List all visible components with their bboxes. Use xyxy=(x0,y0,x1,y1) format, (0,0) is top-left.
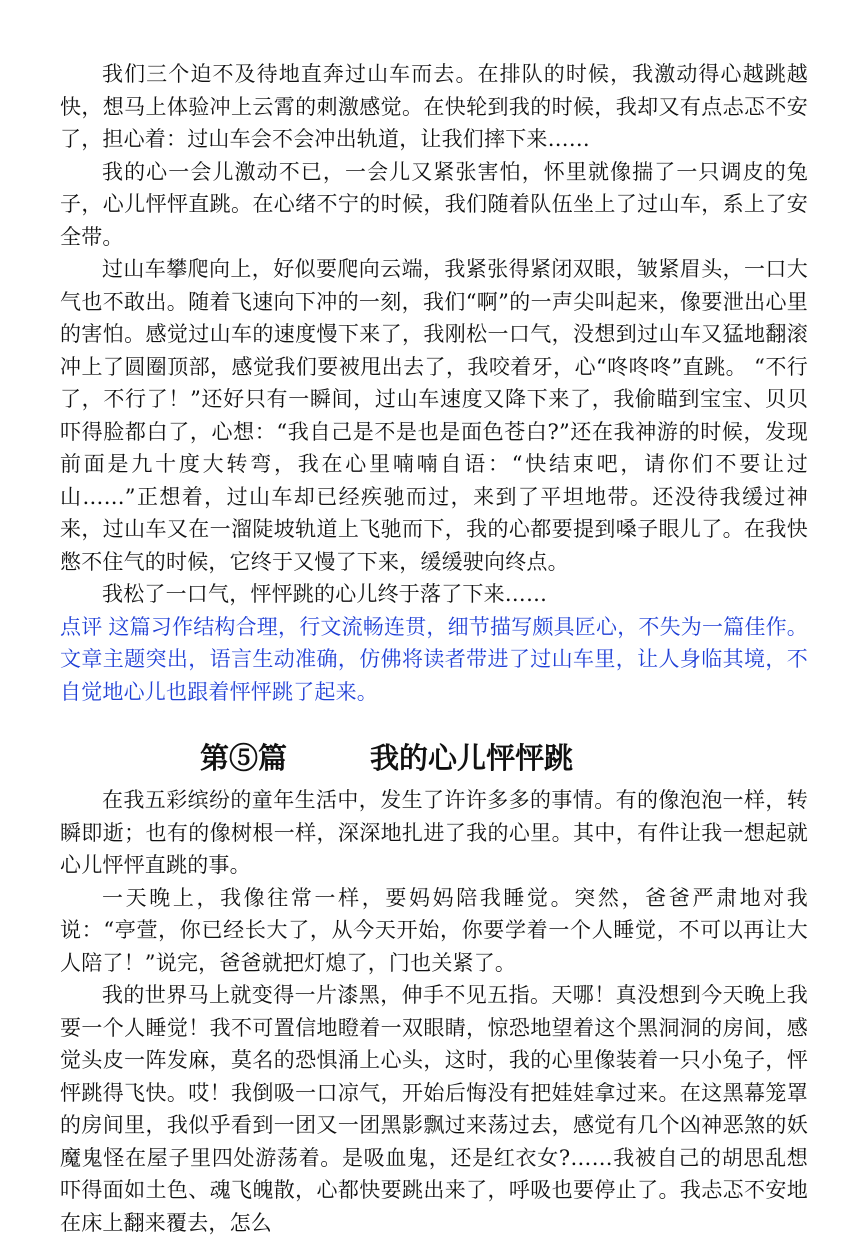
article-number: 第⑤篇 xyxy=(200,741,288,775)
paragraph: 过山车攀爬向上，好似要爬向云端，我紧张得紧闭双眼，皱紧眉头，一口大气也不敢出。随着飞速向下冲的一刻，我们“啊”的一声尖叫起来，像要泄出心里的害怕。感觉过山车的速度慢下来了，我刚松一口气，没想到过山车又猛地翻滚冲上了圆圈顶部，感觉我们要被甩出去了，我咬着牙，心“咚咚咚”直跳。 “不行了，不行了！”还好只有一瞬间，过山车速度又降下来了，我偷瞄到宝宝、贝贝吓得脸都白了，心想：“我自己是不是也是面色苍白?”还在我神游的时候，发现前面是九十度大转弯，我在心里喃喃自语：“快结束吧，请你们不要让过山……”正想着，过山车却已经疾驰而过，来到了平坦地带。还没待我缓过神来，过山车又在一溜陡坡轨道上飞驰而下，我的心都要提到嗓子眼儿了。在我快憋不住气的时候，它终于又慢了下来，缓缓驶向终点。 xyxy=(60,257,808,574)
review-comment-text: 这篇习作结构合理，行文流畅连贯，细节描写颇具匠心，不失为一篇佳作。文章主题突出，语言生动准确，仿佛将读者带进了过山车里，让人身临其境，不自觉地心儿也跟着怦怦跳了起来。 xyxy=(60,614,809,704)
paragraph: 在我五彩缤纷的童年生活中，发生了许许多多的事情。有的像泡泡一样，转瞬即逝；也有的像树根一样，深深地扎进了我的心里。其中，有件让我一想起就心儿怦怦直跳的事。 xyxy=(60,788,808,877)
article-heading xyxy=(60,738,808,778)
paragraph: 我的心一会儿激动不已，一会儿又紧张害怕，怀里就像揣了一只调皮的兔子，心儿怦怦直跳。在心绪不宁的时候，我们随着队伍坐上了过山车，系上了安全带。 xyxy=(60,159,808,249)
review-comment xyxy=(60,611,808,709)
paragraph: 一天晚上，我像往常一样，要妈妈陪我睡觉。突然，爸爸严肃地对我说：“亭萱，你已经长大了，从今天开始，你要学着一个人睡觉，不可以再让大人陪了！”说完，爸爸就把灯熄了，门也关紧了。 xyxy=(60,885,808,975)
review-comment-tag: 点评 xyxy=(60,614,103,639)
paragraph: 我们三个迫不及待地直奔过山车而去。在排队的时候，我激动得心越跳越快，想马上体验冲上云霄的刺激感觉。在快轮到我的时候，我却又有点忐忑不安了，担心着：过山车会不会冲出轨道，让我们摔下来…… xyxy=(60,62,808,151)
paragraph: 我的世界马上就变得一片漆黑，伸手不见五指。天哪！真没想到今天晚上我要一个人睡觉！我不可置信地瞪着一双眼睛，惊恐地望着这个黑洞洞的房间，感觉头皮一阵发麻，莫名的恐惧涌上心头，这时，我的心里像装着一只小兔子，怦怦跳得飞快。哎！我倒吸一口凉气，开始后悔没有把娃娃拿过来。在这黑幕笼罩的房间里，我似乎看到一团又一团黑影飘过来荡过去，感觉有几个凶神恶煞的妖魔鬼怪在屋子里四处游荡着。是吸血鬼，还是红衣女?……我被自己的胡思乱想吓得面如土色、魂飞魄散，心都快要跳出来了，呼吸也要停止了。我忐忑不安地在床上翻来覆去，怎么 xyxy=(60,983,808,1235)
article-title: 我的心儿怦怦跳 xyxy=(370,741,574,775)
paragraph: 我松了一口气，怦怦跳的心儿终于落了下来…… xyxy=(102,582,548,606)
document-page xyxy=(60,58,808,1239)
